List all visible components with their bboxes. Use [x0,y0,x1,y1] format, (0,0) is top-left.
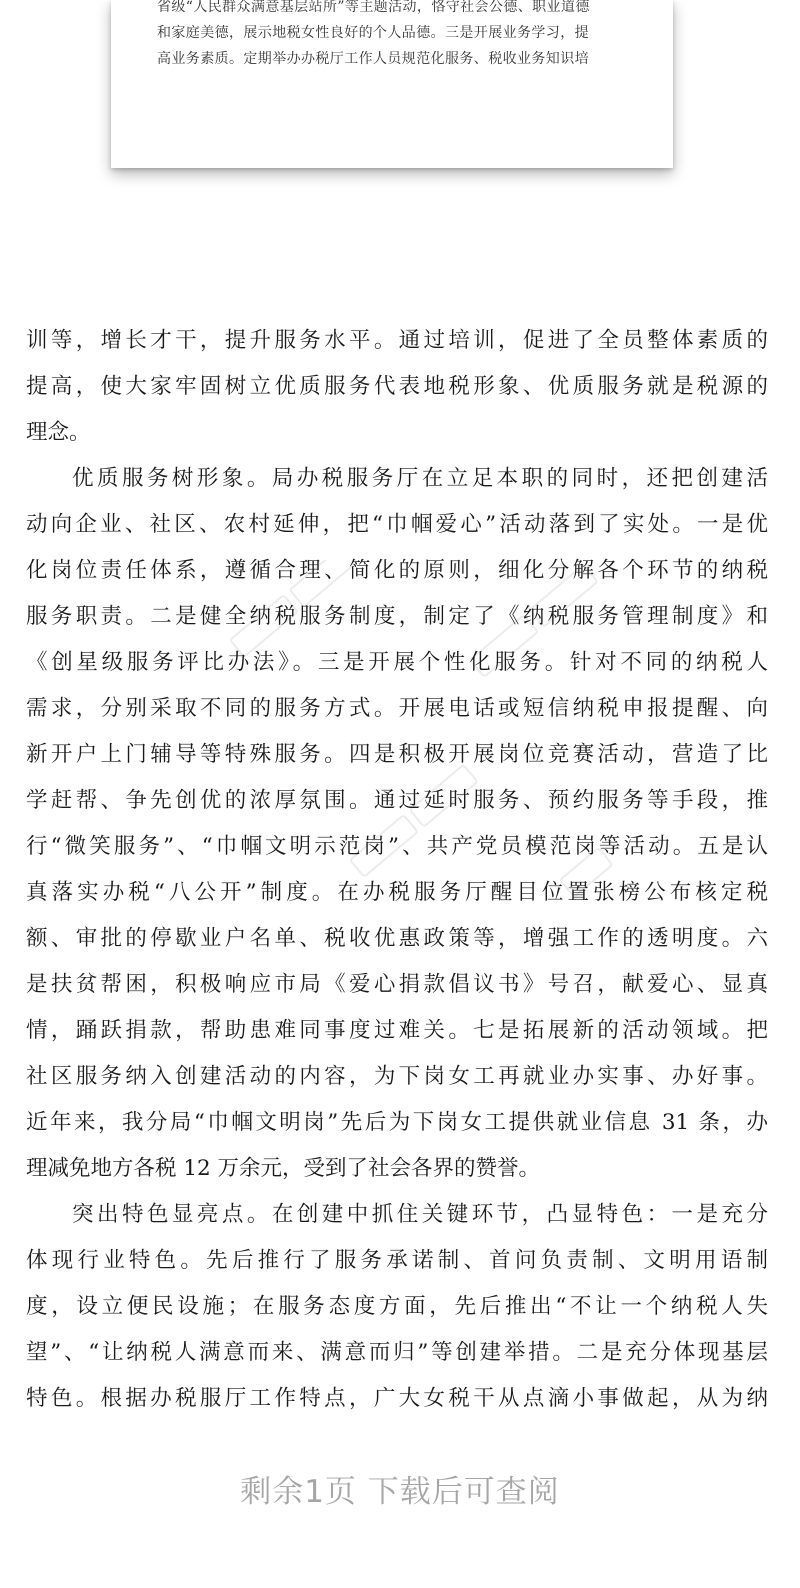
document-line: 真落实办税“八公开”制度。在办税服务厅醒目位置张榜公布核定税 [26,880,768,905]
document-line: 度，设立便民设施；在服务态度方面，先后推出“不让一个纳税人失 [26,1294,768,1319]
previous-page-line: 和家庭美德，展示地税女性良好的个人品德。三是开展业务学习，提 [157,25,589,41]
document-line: 需求，分别采取不同的服务方式。开展电话或短信纳税申报提醒、向 [26,696,768,721]
document-line: 学赶帮、争先创优的浓厚氛围。通过延时服务、预约服务等手段，推 [26,788,768,813]
document-line: 体现行业特色。先后推行了服务承诺制、首问负责制、文明用语制 [26,1248,768,1273]
document-line: 行“微笑服务”、“巾帼文明示范岗”、共产党员模范岗等活动。五是认 [26,834,768,859]
previous-page-line: 省级“人民群众满意基层站所”等主题活动，恪守社会公德、职业道德 [157,0,590,15]
document-line: 理念。 [26,420,91,445]
document-line: 近年来，我分局“巾帼文明岗”先后为下岗女工提供就业信息 31 条，办 [26,1110,768,1135]
document-line: 理减免地方各税 12 万余元，受到了社会各界的赞誉。 [26,1156,541,1181]
document-line: 化岗位责任体系，遵循合理、简化的原则，细化分解各个环节的纳税 [26,558,768,583]
document-line: 优质服务树形象。局办税服务厅在立足本职的同时，还把创建活 [72,466,768,491]
document-line: 额、审批的停歇业户名单、税收优惠政策等，增强工作的透明度。六 [26,926,768,951]
document-line: 动向企业、社区、农村延伸，把“巾帼爱心”活动落到了实处。一是优 [26,512,768,537]
document-line: 服务职责。二是健全纳税服务制度，制定了《纳税服务管理制度》和 [26,604,768,629]
document-line: 情，踊跃捐款，帮助患难同事度过难关。七是拓展新的活动领域。把 [26,1018,768,1043]
document-line: 望”、“让纳税人满意而来、满意而归”等创建举措。二是充分体现基层 [26,1340,768,1365]
document-line: 《创星级服务评比办法》。三是开展个性化服务。针对不同的纳税人 [26,650,768,675]
document-line: 社区服务纳入创建活动的内容，为下岗女工再就业办实事、办好事。 [26,1064,768,1089]
previous-page-line: 高业务素质。定期举办办税厅工作人员规范化服务、税收业务知识培 [157,51,589,67]
document-line: 训等，增长才干，提升服务水平。通过培训，促进了全员整体素质的 [26,328,768,353]
document-line: 特色。根据办税服厅工作特点，广大女税干从点滴小事做起，从为纳 [26,1386,768,1411]
document-line: 是扶贫帮困，积极响应市局《爱心捐款倡议书》号召，献爱心、显真 [26,972,768,997]
document-line: 新开户上门辅导等特殊服务。四是积极开展岗位竞赛活动，营造了比 [26,742,768,767]
document-body [26,318,768,1422]
previous-page-text [157,0,637,72]
previous-page-card [111,0,673,168]
remaining-pages-note[interactable]: 剩余1页 下载后可查阅 [240,1474,560,1510]
document-line: 突出特色显亮点。在创建中抓住关键环节，凸显特色：一是充分 [72,1202,768,1227]
document-line: 提高，使大家牢固树立优质服务代表地税形象、优质服务就是税源的 [26,374,768,399]
